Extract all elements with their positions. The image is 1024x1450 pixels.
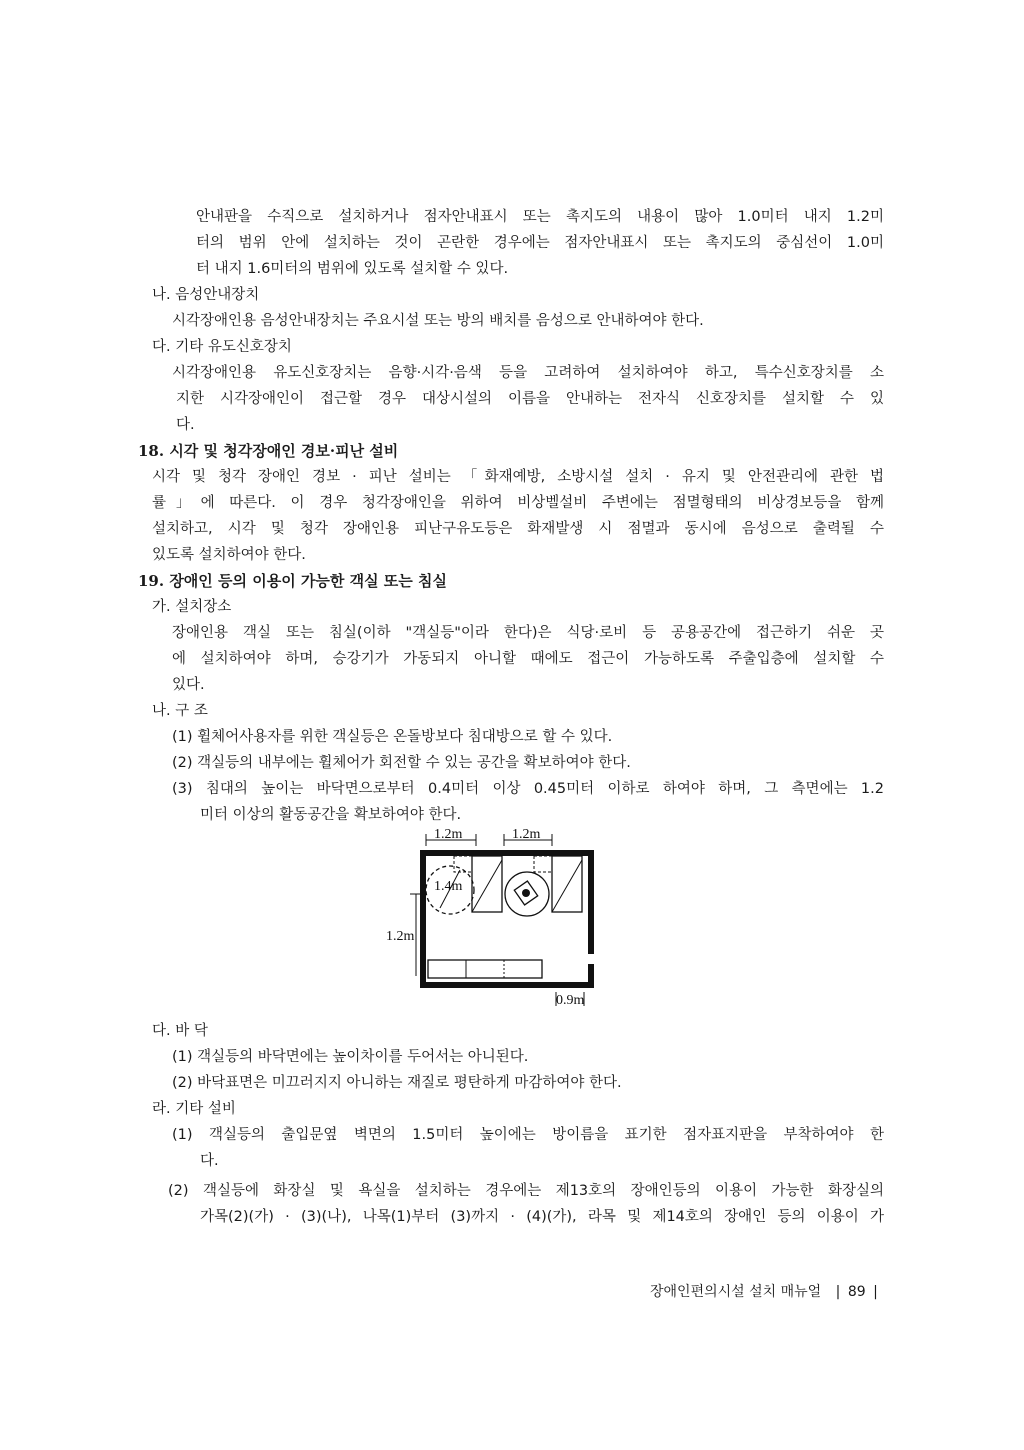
page-footer xyxy=(650,1282,878,1302)
paragraph-line: 터 내지 1.6미터의 범위에 있도록 설치할 수 있다. xyxy=(196,261,509,277)
list-item: (3) 침대의 높이는 바닥면으로부터 0.4미터 이상 0.45미터 이하로 하여야 하며, 그 측면에는 1.2 xyxy=(172,781,884,797)
wall xyxy=(420,850,426,988)
list-item: (2) 객실등의 내부에는 휠체어가 회전할 수 있는 공간을 확보하여야 한다. xyxy=(172,755,631,771)
wall xyxy=(420,850,594,856)
footer-separator: | xyxy=(835,1284,841,1300)
paragraph-line: 률」에 따른다. 이 경우 청각장애인을 위하여 비상벨설비 주변에는 점멸형태의 비상경보등을 함께 xyxy=(152,495,884,511)
list-item: (1) 휠체어사용자를 위한 객실등은 온돌방보다 침대방으로 할 수 있다. xyxy=(172,729,613,745)
dimension-label: 0.9m xyxy=(556,993,585,1008)
list-item: (1) 객실등의 출입문옆 벽면의 1.5미터 높이에는 방이름을 표기한 점자표지판을 부착하여야 한 xyxy=(172,1127,884,1143)
dimension-label: 1.2m xyxy=(386,929,415,944)
section-heading-18: 18. 시각 및 청각장애인 경보·피난 설비 xyxy=(138,442,399,460)
list-item: (2) 바닥표면은 미끄러지지 아니하는 재질로 평탄하게 마감하여야 한다. xyxy=(172,1075,622,1091)
paragraph-line: 있다. xyxy=(172,677,205,693)
subsection-heading: 라. 기타 설비 xyxy=(152,1101,236,1117)
page-number: 89 xyxy=(847,1284,866,1300)
furniture xyxy=(428,960,542,978)
paragraph-line: 시각 및 청각 장애인 경보 · 피난 설비는 「화재예방, 소방시설 설치 · 유지 및 안전관리에 관한 법 xyxy=(152,469,884,485)
dimension-label: 1.4m xyxy=(434,879,463,894)
footer-title: 장애인편의시설 설치 매뉴얼 xyxy=(650,1284,822,1300)
dimension-label: 1.2m xyxy=(434,827,463,842)
paragraph-line: 장애인용 객실 또는 침실(이하 "객실등"이라 한다)은 식당·로비 등 공용공간에 접근하기 쉬운 곳 xyxy=(172,625,884,641)
room-floor-plan-diagram xyxy=(380,818,610,1014)
subsection-heading: 나. 음성안내장치 xyxy=(152,287,260,303)
list-item-continuation: 다. xyxy=(200,1153,219,1169)
wall xyxy=(420,982,594,988)
paragraph-line: 지한 시각장애인이 접근할 경우 대상시설의 이름을 안내하는 전자식 신호장치를 설치할 수 있 xyxy=(176,391,884,407)
list-item-continuation: 미터 이상의 활동공간을 확보하여야 한다. xyxy=(200,807,462,823)
dimension-label: 1.2m xyxy=(512,827,541,842)
list-item: (2) 객실등에 화장실 및 욕실을 설치하는 경우에는 제13호의 장애인등의 이용이 가능한 화장실의 xyxy=(168,1183,884,1199)
subsection-heading: 다. 기타 유도신호장치 xyxy=(152,339,292,355)
wall xyxy=(588,850,594,954)
wall xyxy=(588,964,594,988)
subsection-heading: 가. 설치장소 xyxy=(152,599,232,615)
subsection-heading: 나. 구 조 xyxy=(152,703,208,719)
subsection-heading: 다. 바 닥 xyxy=(152,1023,208,1039)
paragraph-line: 있도록 설치하여야 한다. xyxy=(152,547,306,563)
paragraph-line: 에 설치하여야 하며, 승강기가 가동되지 아니할 때에도 접근이 가능하도록 주출입층에 설치할 수 xyxy=(172,651,884,667)
list-item: (1) 객실등의 바닥면에는 높이차이를 두어서는 아니된다. xyxy=(172,1049,529,1065)
paragraph-line: 설치하고, 시각 및 청각 장애인용 피난구유도등은 화재발생 시 점멸과 동시에 음성으로 출력될 수 xyxy=(152,521,884,537)
paragraph-line: 시각장애인용 음성안내장치는 주요시설 또는 방의 배치를 음성으로 안내하여야 한다. xyxy=(172,313,704,329)
paragraph-line: 시각장애인용 유도신호장치는 음향·시각·음색 등을 고려하여 설치하여야 하고, 특수신호장치를 소 xyxy=(172,365,884,381)
section-heading-19: 19. 장애인 등의 이용이 가능한 객실 또는 침실 xyxy=(138,572,447,590)
list-item-continuation: 가목(2)(가) · (3)(나), 나목(1)부터 (3)까지 · (4)(가), 라목 및 제14호의 장애인 등의 이용이 가 xyxy=(200,1209,884,1225)
paragraph-line: 다. xyxy=(176,417,195,433)
paragraph-line: 터의 범위 안에 설치하는 것이 곤란한 경우에는 점자안내표시 또는 촉지도의 중심선이 1.0미 xyxy=(196,235,884,251)
footer-separator: | xyxy=(873,1284,878,1300)
paragraph-line: 안내판을 수직으로 설치하거나 점자안내표시 또는 촉지도의 내용이 많아 1.0미터 내지 1.2미 xyxy=(196,209,884,225)
